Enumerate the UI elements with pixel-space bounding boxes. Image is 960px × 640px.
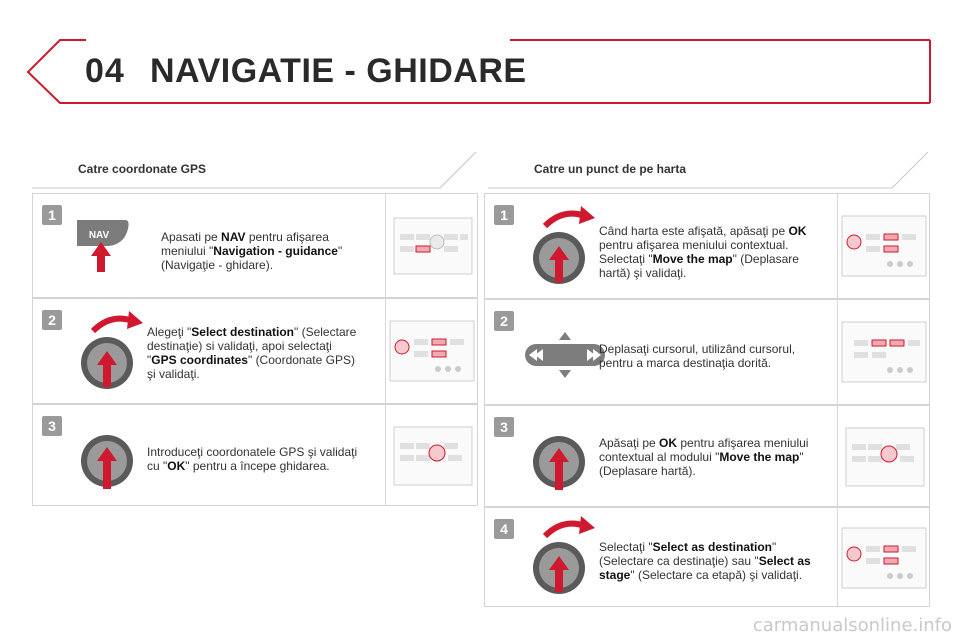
step-number-1-icon [41,204,63,226]
right-step-3-panel-thumbnail [837,406,929,506]
nav-key-icon [73,210,153,290]
svg-text:2: 2 [48,312,56,328]
left-section-title: Catre coordonate GPS [78,162,207,176]
rotary-knob-press-icon [73,419,153,499]
svg-text:4: 4 [500,521,508,537]
chapter-number: 04 [85,52,125,90]
chapter-header [0,0,960,110]
left-step-1-panel-thumbnail [385,194,477,297]
svg-text:3: 3 [48,418,56,434]
right-step-4-panel-thumbnail [837,508,929,606]
svg-text:NAV: NAV [88,230,110,241]
step-number: 1 [48,207,56,223]
right-step-1 [484,193,930,299]
left-step-3-panel-thumbnail [385,405,477,505]
right-step-2 [484,299,930,405]
left-step-1 [32,193,478,298]
left-step-2-panel-thumbnail [385,299,477,403]
right-step-1-panel-thumbnail [837,194,929,298]
left-step-3-text: Introduceţi coordonatele GPS şi validaţi cu "OK" pentru a începe ghidarea. [147,445,358,473]
step-number-1-icon [493,204,515,226]
left-step-2 [32,298,478,404]
left-section-header [32,150,478,186]
right-step-3-text: Apăsaţi pe OK pentru afişarea meniului contextual al modului "Move the map" (Deplasare hartă). [599,436,809,478]
step-number-2-icon [41,309,63,331]
svg-text:1: 1 [500,207,508,223]
left-step-1-text: Apasati pe NAV pentru afişarea meniului "Navigation - guidance" (Navigaţie - ghidare). [161,230,343,272]
right-step-4 [484,507,930,607]
step-number-2-icon [493,310,515,332]
left-step-2-text: Alegeţi "Select destination" (Selectare destinaţie) si validaţi, apoi selectaţi "GPS coordinates" (Coordonate GPS) şi validaţi. [147,325,357,381]
right-step-3 [484,405,930,507]
rotary-knob-press-icon [525,420,605,500]
right-step-1-text: Când harta este afişată, apăsaţi pe OK pentru afişarea meniului contextual. Selectaţi "Move the map" (Deplasare hartă) şi validaţi. [599,224,807,280]
watermark: carmanualsonline.info [752,615,952,636]
chapter-title: NAVIGATIE - GHIDARE [150,52,527,90]
svg-text:2: 2 [500,313,508,329]
right-section-title: Catre un punct de pe harta [534,162,687,176]
left-step-3 [32,404,478,506]
step-number-3-icon [41,415,63,437]
right-section-header [488,150,932,186]
step-number-3-icon [493,416,515,438]
svg-text:3: 3 [500,419,508,435]
step-number-4-icon [493,518,515,540]
right-step-2-panel-thumbnail [837,300,929,404]
right-step-2-text: Deplasaţi cursorul, utilizând cursorul, pentru a marca destinaţia dorită. [599,342,796,370]
right-step-4-text: Selectaţi "Select as destination" (Selectare ca destinaţie) sau "Select as stage" (Selectare ca etapă) şi validaţi. [599,540,811,582]
